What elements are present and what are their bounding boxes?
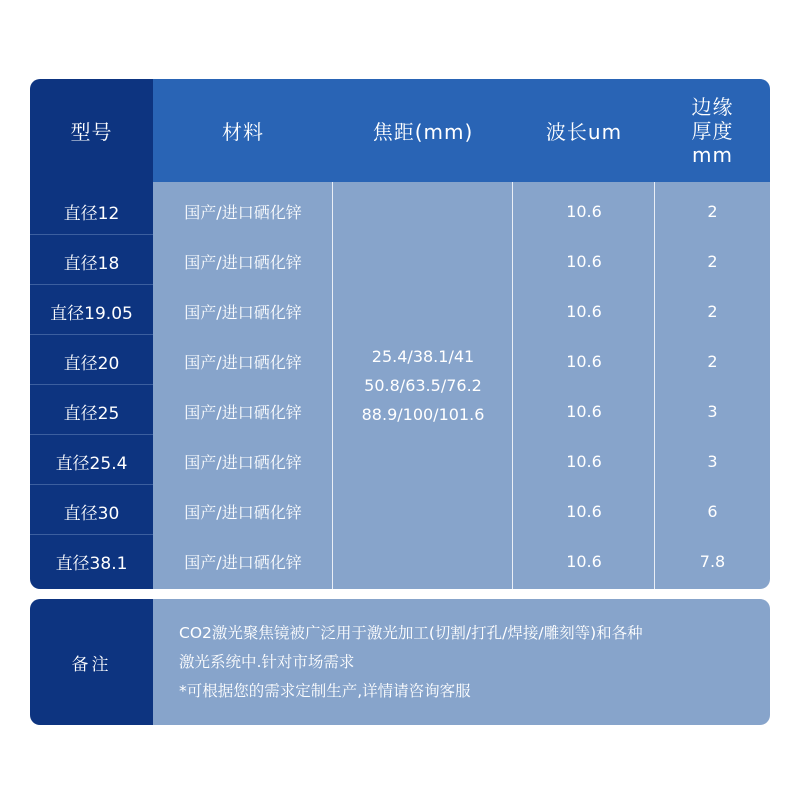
note-card	[30, 599, 770, 725]
focal-line-3: 88.9/100/101.6	[361, 405, 485, 424]
wavelength-cell: 10.6	[566, 451, 602, 471]
wavelength-cell-wrap	[513, 336, 655, 386]
header-edge-line-3: mm	[692, 142, 733, 167]
table-row-model	[30, 436, 153, 486]
header-focal-label: 焦距(mm)	[372, 120, 474, 144]
material-cell-wrap	[153, 186, 333, 236]
model-cell: 直径20	[63, 353, 120, 374]
edge-cell-wrap	[655, 336, 770, 386]
table-row-model	[30, 336, 153, 386]
model-cell: 直径38.1	[55, 553, 128, 574]
edge-cell-wrap	[655, 386, 770, 436]
wavelength-cell: 10.6	[566, 551, 602, 571]
material-cell: 国产/进口硒化锌	[184, 352, 302, 372]
material-cell-wrap	[153, 436, 333, 486]
wavelength-cell: 10.6	[566, 251, 602, 271]
edge-cell: 6	[707, 501, 718, 521]
material-cell-wrap	[153, 236, 333, 286]
focal-line-2: 50.8/63.5/76.2	[364, 376, 482, 395]
table-row-model	[30, 486, 153, 536]
wavelength-cell-wrap	[513, 286, 655, 336]
header-material-label: 材料	[222, 120, 264, 144]
model-cell: 直径25.4	[55, 453, 128, 474]
table-row-model	[30, 386, 153, 436]
wavelength-cell: 10.6	[566, 351, 602, 371]
table-row-model	[30, 236, 153, 286]
material-cell-wrap	[153, 286, 333, 336]
header-wavelength	[513, 79, 655, 182]
edge-cell-wrap	[655, 486, 770, 536]
material-cell: 国产/进口硒化锌	[184, 302, 302, 322]
focal-merged-cell	[333, 182, 513, 589]
wavelength-cell: 10.6	[566, 201, 602, 221]
material-cell: 国产/进口硒化锌	[184, 402, 302, 422]
model-cell: 直径25	[63, 403, 120, 424]
edge-cell-wrap	[655, 286, 770, 336]
table-row-model	[30, 186, 153, 236]
material-cell-wrap	[153, 486, 333, 536]
model-cell: 直径30	[63, 503, 120, 524]
edge-cell: 2	[707, 351, 718, 371]
note-line-2: 激光系统中.针对市场需求	[179, 653, 355, 671]
material-cell-wrap	[153, 336, 333, 386]
edge-cell-wrap	[655, 186, 770, 236]
edge-cell: 2	[707, 301, 718, 321]
note-line-1: CO2激光聚焦镜被广泛用于激光加工(切割/打孔/焊接/雕刻等)和各种	[179, 624, 643, 642]
header-material	[153, 79, 333, 182]
wavelength-cell-wrap	[513, 486, 655, 536]
note-label: 备注	[30, 599, 153, 725]
edge-cell: 3	[707, 451, 718, 471]
edge-cell: 2	[707, 251, 718, 271]
edge-cell: 2	[707, 201, 718, 221]
note-line-3: *可根据您的需求定制生产,详情请咨询客服	[179, 682, 471, 700]
material-cell: 国产/进口硒化锌	[184, 202, 302, 222]
material-cell-wrap	[153, 536, 333, 586]
wavelength-cell: 10.6	[566, 501, 602, 521]
table-row-model	[30, 536, 153, 586]
header-model-label: 型号	[70, 120, 113, 144]
wavelength-cell-wrap	[513, 386, 655, 436]
edge-cell-wrap	[655, 436, 770, 486]
wavelength-cell-wrap	[513, 186, 655, 236]
wavelength-cell: 10.6	[566, 401, 602, 421]
header-focal	[333, 79, 513, 182]
material-cell-wrap	[153, 386, 333, 436]
model-cell: 直径19.05	[50, 303, 133, 324]
focal-line-1: 25.4/38.1/41	[371, 347, 475, 366]
model-cell: 直径18	[63, 253, 120, 274]
edge-cell: 3	[707, 401, 718, 421]
material-cell: 国产/进口硒化锌	[184, 252, 302, 272]
wavelength-cell-wrap	[513, 236, 655, 286]
edge-cell-wrap	[655, 536, 770, 586]
header-model	[30, 79, 153, 182]
spec-table	[30, 79, 770, 589]
model-cell: 直径12	[63, 203, 120, 224]
header-wavelength-label: 波长um	[545, 120, 623, 144]
wavelength-cell: 10.6	[566, 301, 602, 321]
header-edge-line-2: 厚度	[691, 118, 734, 143]
wavelength-cell-wrap	[513, 536, 655, 586]
material-cell: 国产/进口硒化锌	[184, 502, 302, 522]
note-body	[153, 599, 770, 725]
table-row-model	[30, 286, 153, 336]
header-edge-line-1: 边缘	[691, 94, 734, 119]
edge-cell-wrap	[655, 236, 770, 286]
material-cell: 国产/进口硒化锌	[184, 552, 302, 572]
material-cell: 国产/进口硒化锌	[184, 452, 302, 472]
wavelength-cell-wrap	[513, 436, 655, 486]
edge-cell: 7.8	[699, 551, 726, 571]
header-edge-thickness	[655, 79, 770, 182]
